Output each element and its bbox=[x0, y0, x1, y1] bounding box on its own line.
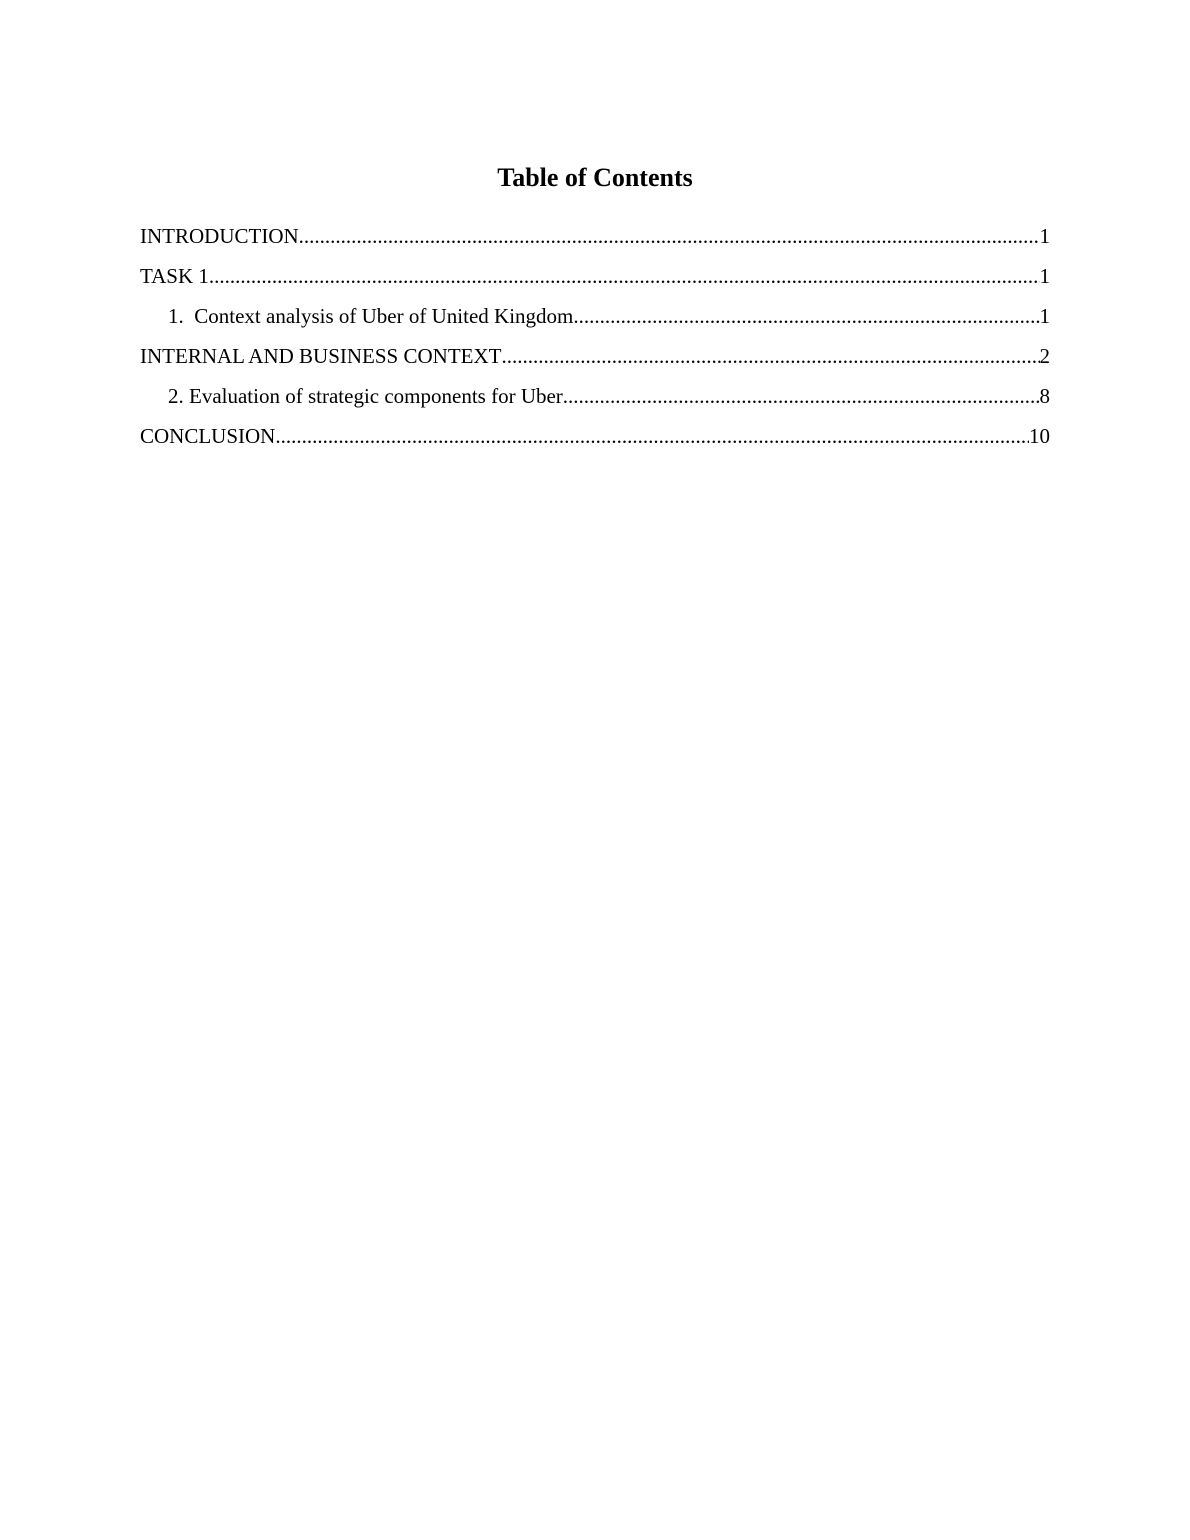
toc-page-number: 1 bbox=[1039, 224, 1050, 248]
toc-entry-conclusion[interactable] bbox=[140, 420, 1050, 460]
toc-entry-label: CONCLUSION bbox=[140, 424, 276, 448]
toc-dot-leader bbox=[501, 340, 1039, 372]
toc-dot-leader bbox=[299, 220, 1040, 252]
toc-page-number: 1 bbox=[1039, 264, 1050, 288]
toc-entry-label: INTERNAL AND BUSINESS CONTEXT bbox=[140, 344, 502, 368]
toc-title: Table of Contents bbox=[497, 163, 693, 192]
toc-dot-leader bbox=[209, 260, 1040, 292]
toc-entry-label: TASK 1 bbox=[140, 264, 209, 288]
toc-entry-label: INTRODUCTION bbox=[140, 224, 299, 248]
toc-entry-internal-business-context[interactable] bbox=[140, 340, 1050, 380]
toc-entry-task-1[interactable] bbox=[140, 260, 1050, 300]
toc-entry-introduction[interactable] bbox=[140, 220, 1050, 260]
toc-page-number: 8 bbox=[1039, 384, 1050, 408]
toc-page-number: 2 bbox=[1039, 344, 1050, 368]
toc-list bbox=[140, 220, 1050, 460]
toc-entry-label: 1. Context analysis of Uber of United Kingdom bbox=[168, 304, 574, 328]
toc-dot-leader bbox=[275, 420, 1029, 452]
toc-page-number: 1 bbox=[1039, 304, 1050, 328]
toc-entry-context-analysis[interactable] bbox=[140, 300, 1050, 340]
toc-page-number: 10 bbox=[1029, 424, 1050, 448]
toc-entry-label: 2. Evaluation of strategic components for Uber bbox=[168, 384, 563, 408]
toc-entry-strategic-components[interactable] bbox=[140, 380, 1050, 420]
toc-dot-leader bbox=[563, 380, 1040, 412]
toc-dot-leader bbox=[573, 300, 1039, 332]
